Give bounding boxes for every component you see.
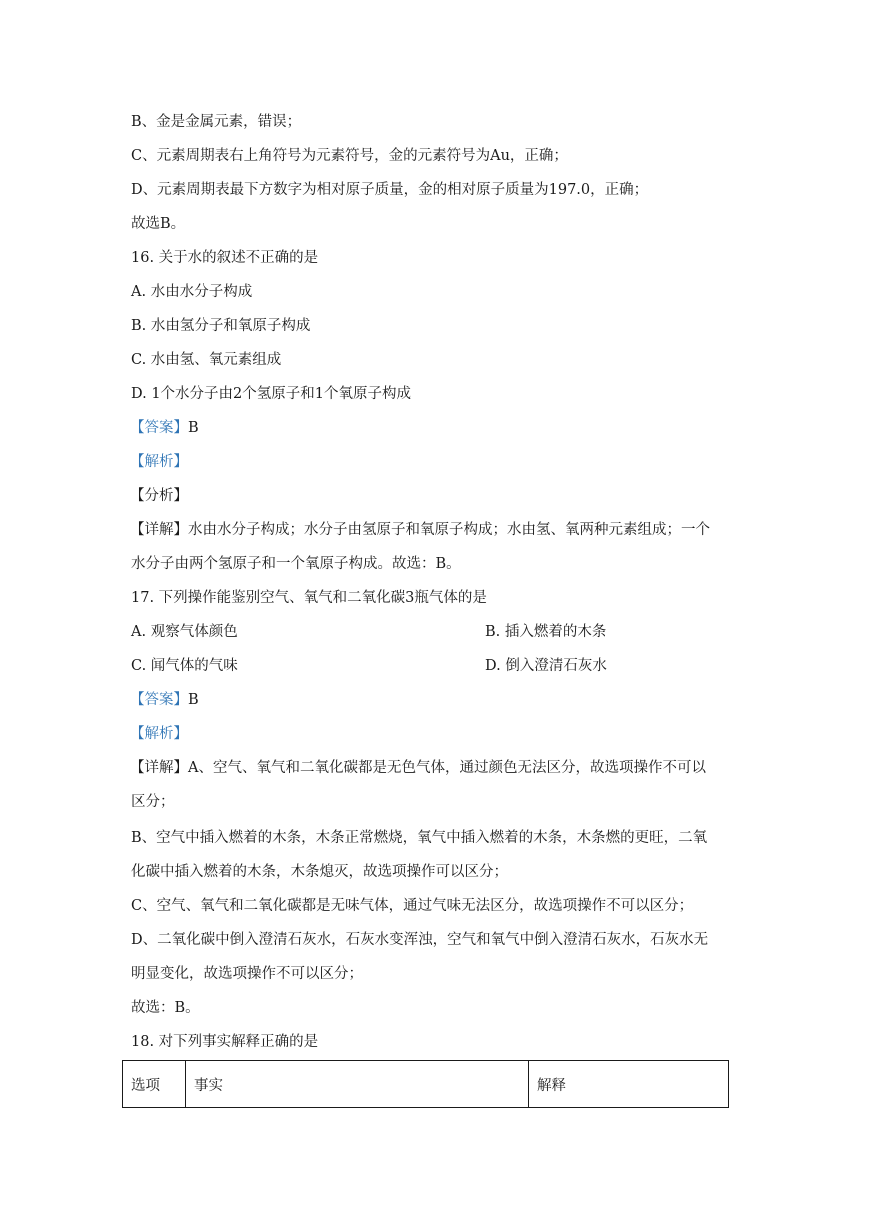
q17-choose: 故选：B。 [131, 1000, 200, 1016]
q17-option-a: A. 观察气体颜色 [131, 624, 238, 640]
answer-value: B [188, 692, 199, 708]
q16-option-a: A. 水由水分子构成 [131, 284, 253, 300]
q17-option-c: C. 闻气体的气味 [131, 658, 238, 674]
q17-detail-line: D、二氧化碳中倒入澄清石灰水，石灰水变浑浊，空气和氧气中倒入澄清石灰水，石灰水无 [131, 932, 709, 948]
detail-tag: 【详解】 [130, 760, 188, 776]
q17-options-row-2 [131, 656, 741, 676]
answer-tag: 【答案】 [130, 692, 188, 708]
q16-option-c: C. 水由氢、氧元素组成 [131, 352, 282, 368]
q17-options-row-1 [131, 622, 741, 642]
q16-option-d: D. 1个水分子由2个氢原子和1个氧原子构成 [131, 386, 412, 402]
answer-value: B [188, 420, 199, 436]
q17-detail-line: C、空气、氧气和二氧化碳都是无味气体，通过气味无法区分，故选项操作不可以区分； [131, 898, 694, 914]
text-line: B、金是金属元素，错误； [131, 114, 302, 130]
q16-detail-line-2: 水分子由两个氢原子和一个氧原子构成。故选：B。 [131, 556, 461, 572]
q17-answer-line [130, 690, 740, 710]
table-header-cell: 事实 [186, 1061, 529, 1108]
q17-option-b: B. 插入燃着的木条 [485, 624, 607, 640]
text-line: D、元素周期表最下方数字为相对原子质量，金的相对原子质量为197.0，正确； [131, 182, 649, 198]
q17-detail-line: 明显变化，故选项操作不可以区分； [131, 966, 363, 982]
q16-fenxi-tag: 【分析】 [130, 488, 188, 504]
q17-detail-line: 区分； [131, 794, 175, 810]
table-header-cell: 选项 [123, 1061, 186, 1108]
table-header-cell: 解释 [529, 1061, 729, 1108]
q16-answer-line [130, 418, 740, 438]
detail-tag: 【详解】 [130, 522, 188, 538]
text-line: 故选B。 [131, 216, 186, 232]
question-16-stem: 16. 关于水的叙述不正确的是 [131, 250, 319, 266]
q17-analysis-tag: 【解析】 [130, 726, 188, 742]
table-header-row [123, 1061, 729, 1108]
text-line: C、元素周期表右上角符号为元素符号，金的元素符号为Au，正确； [131, 148, 568, 164]
detail-text: A、空气、氧气和二氧化碳都是无色气体，通过颜色无法区分，故选项操作不可以 [188, 760, 706, 776]
q17-detail-line [130, 758, 740, 778]
question-17-stem: 17. 下列操作能鉴别空气、氧气和二氧化碳3瓶气体的是 [131, 590, 487, 606]
q16-detail-line [130, 520, 740, 540]
q16-analysis-tag: 【解析】 [130, 454, 188, 470]
q16-option-b: B. 水由氢分子和氧原子构成 [131, 318, 311, 334]
q18-table [122, 1060, 729, 1108]
q17-detail-line: B、空气中插入燃着的木条，木条正常燃烧，氧气中插入燃着的木条，木条燃的更旺，二氧 [131, 830, 708, 846]
q17-detail-line: 化碳中插入燃着的木条，木条熄灭，故选项操作可以区分； [131, 864, 508, 880]
q17-option-d: D. 倒入澄清石灰水 [485, 658, 607, 674]
answer-tag: 【答案】 [130, 420, 188, 436]
question-18-stem: 18. 对下列事实解释正确的是 [131, 1034, 319, 1050]
detail-text: 水由水分子构成；水分子由氢原子和氧原子构成；水由氢、氧两种元素组成；一个 [188, 522, 710, 538]
